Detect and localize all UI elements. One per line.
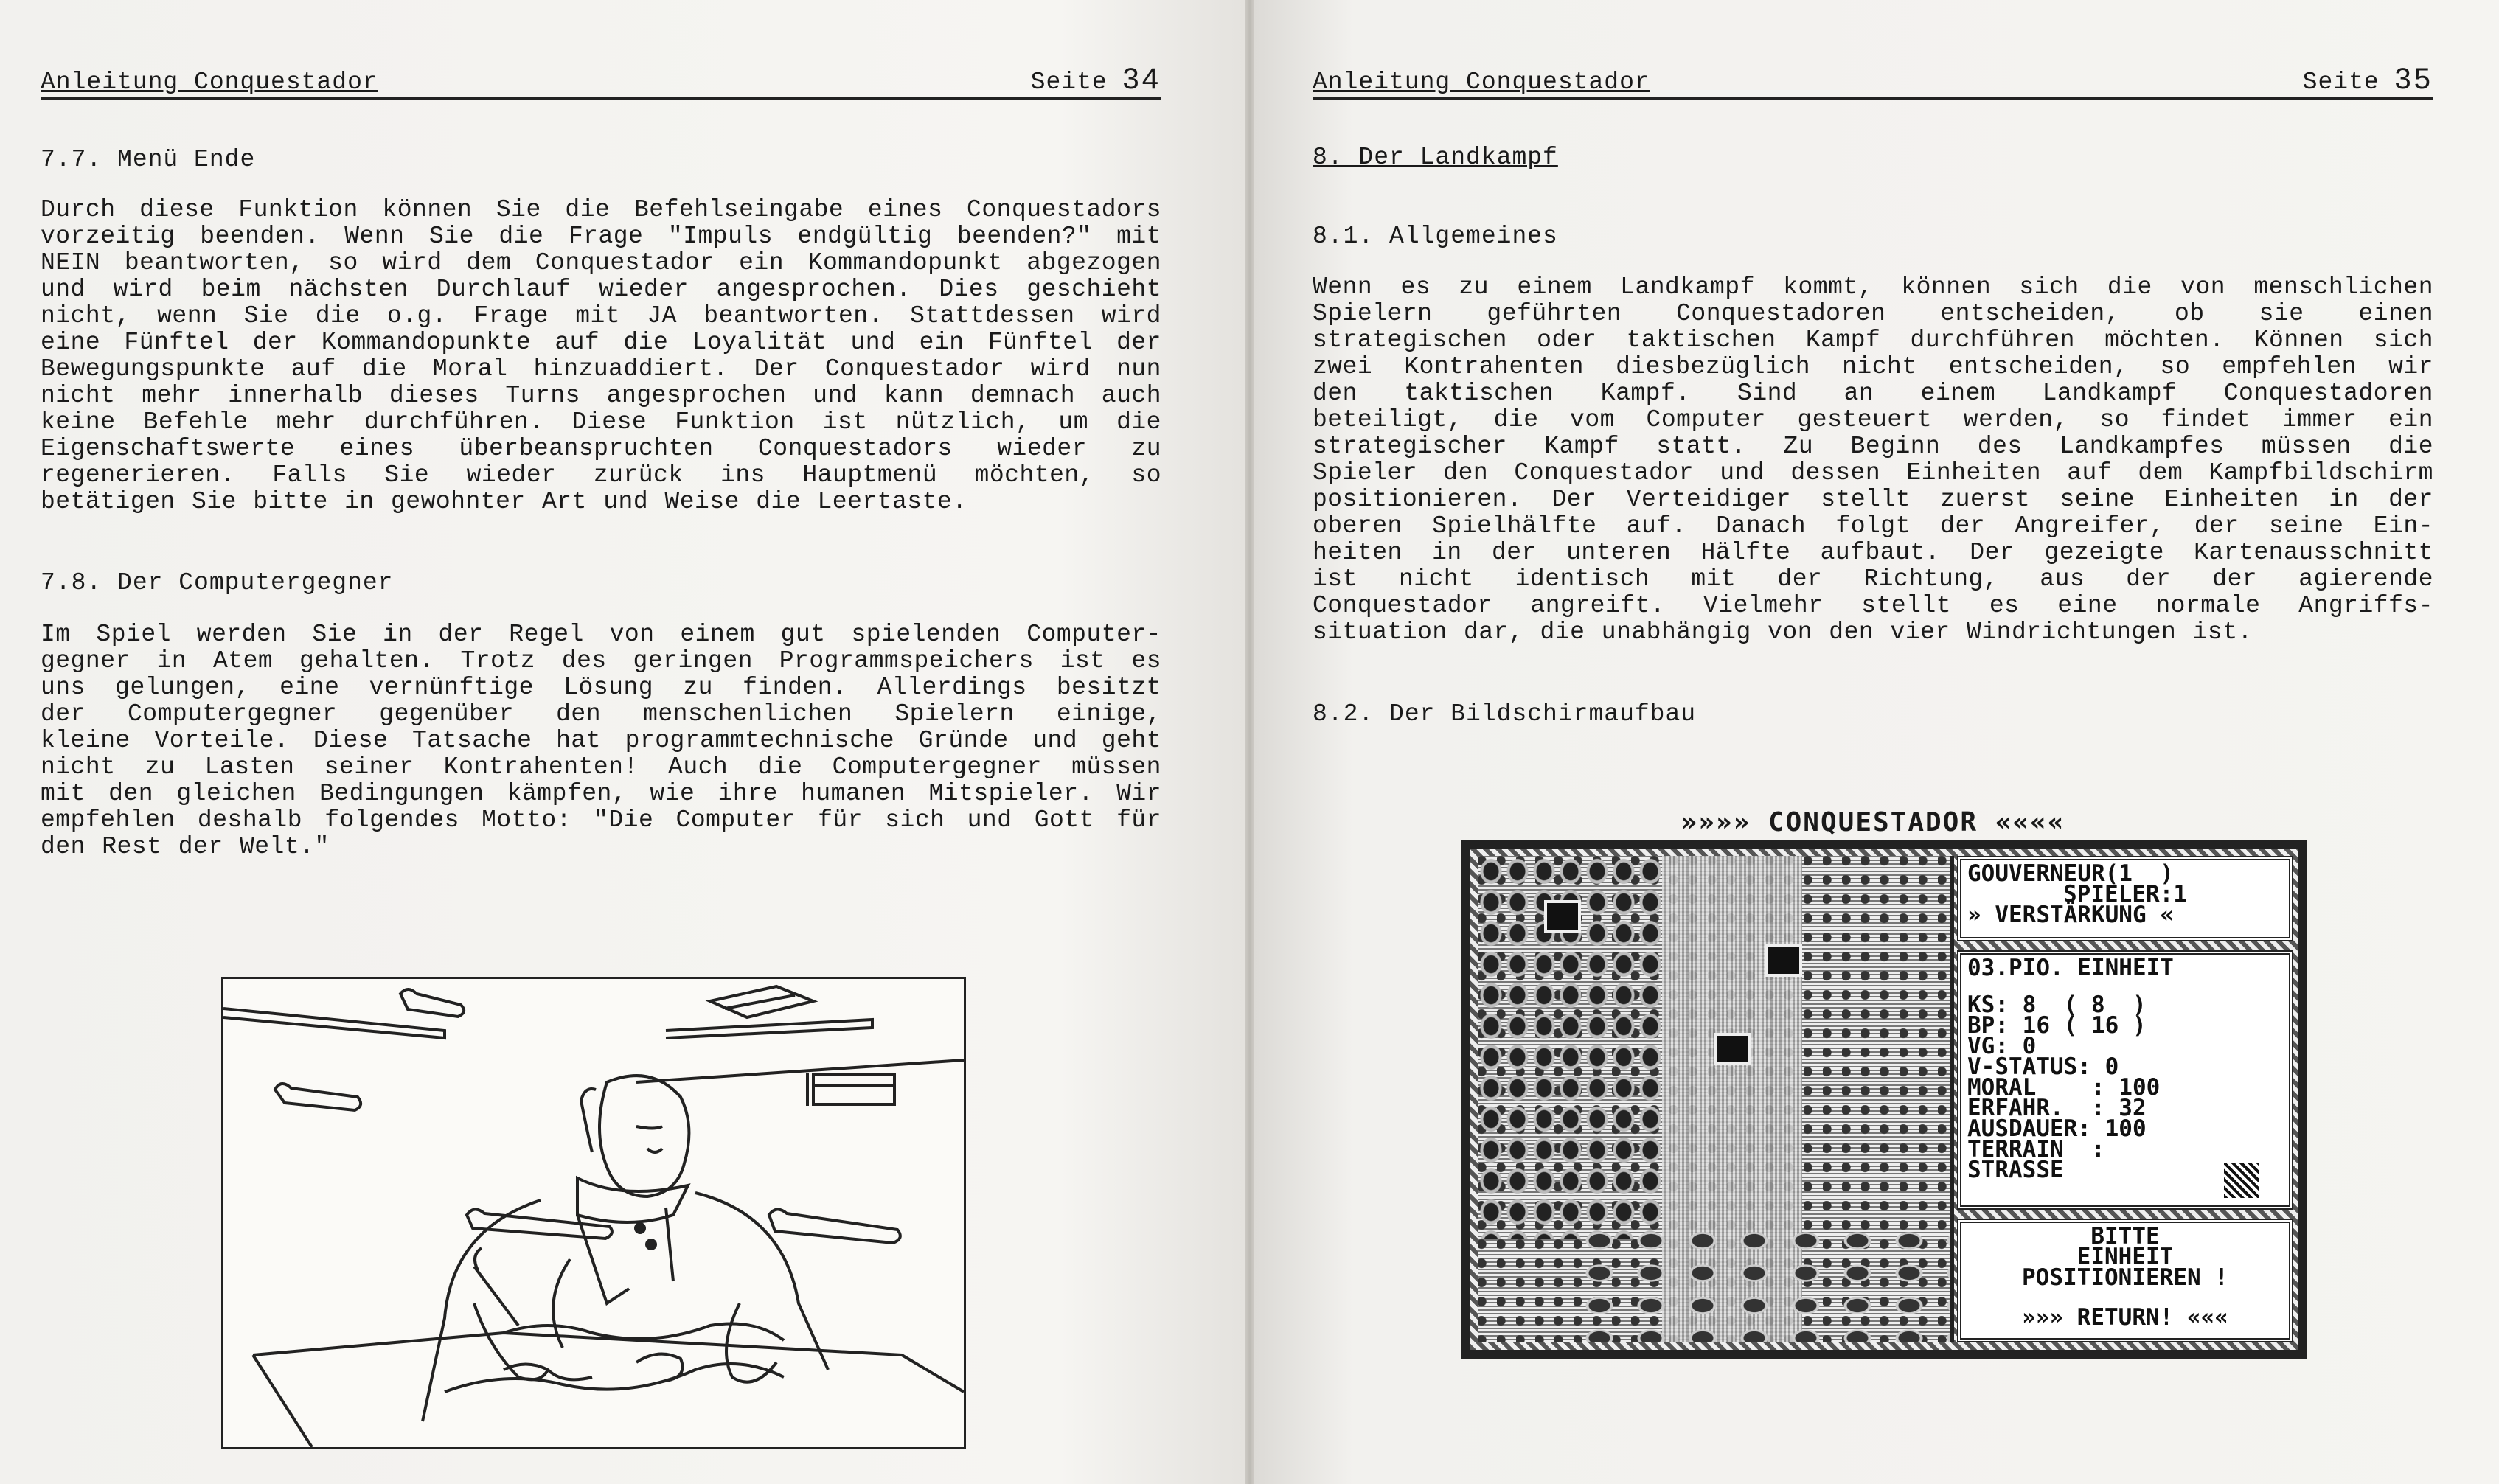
player-line: SPIELER:1: [2063, 881, 2187, 908]
text-line: Wenn es zu einem Landkampf kommt, können sich die von menschlichen: [1313, 274, 2433, 301]
text-line: und wird beim nächsten Durchlauf wieder angesprochen. Dies geschieht: [41, 276, 1161, 303]
map-hills: [1574, 1225, 1950, 1342]
page-label: Seite: [2302, 69, 2380, 96]
stat-line: ERFAHR. : 32: [1967, 1095, 2147, 1121]
unit-marker: [1544, 900, 1581, 933]
text-line: strategischer Kampf statt. Zu Beginn des Landkampfes müssen die: [1313, 433, 2433, 460]
unit-stats-panel: [1957, 950, 2293, 1210]
text-line: gegner in Atem gehalten. Trotz des geringen Programmspeichers ist es: [41, 648, 1161, 675]
text-line: Bewegungspunkte auf die Moral hinzuaddiert. Der Conquestador wird nun: [41, 356, 1161, 383]
section-8-1-heading: 8.1. Allgemeines: [1313, 223, 1558, 250]
game-frame: [1461, 840, 2307, 1359]
text-line: strategischen oder taktischen Kampf durchführen möchten. Können sich: [1313, 327, 2433, 354]
section-7-7-heading: 7.7. Menü Ende: [41, 146, 256, 173]
header-page-number: [2303, 63, 2433, 96]
stat-line: KS: 8 ( 8 ): [1967, 992, 2147, 1018]
governor-panel: [1957, 856, 2293, 941]
section-8-2-heading: 8.2. Der Bildschirmaufbau: [1313, 700, 1697, 728]
governor-line: GOUVERNEUR(1 ): [1967, 860, 2174, 887]
text-line: NEIN beantworten, so wird dem Conquestador ein Kommandopunkt abgezogen: [41, 250, 1161, 276]
text-line: Im Spiel werden Sie in der Regel von einem gut spielenden Computer-: [41, 621, 1161, 648]
prompt-panel: [1957, 1219, 2293, 1342]
header-title: Anleitung Conquestador: [1313, 69, 1650, 96]
terrain-swatch: [2224, 1163, 2259, 1198]
text-line: Spieler den Conquestador und dessen Einheiten auf dem Kampfbildschirm: [1313, 460, 2433, 487]
unit-name: 03.PIO. EINHEIT: [1967, 955, 2174, 981]
page-label: Seite: [1030, 69, 1108, 96]
text-line: nicht zu Lasten seiner Kontrahenten! Auch die Computergegner müssen: [41, 754, 1161, 781]
page-number: 35: [2394, 63, 2433, 95]
game-title: »»»» CONQUESTADOR ««««: [1681, 807, 2065, 837]
section-7-8-heading: 7.8. Der Computergegner: [41, 569, 394, 596]
text-line: positionieren. Der Verteidiger stellt zuerst seine Einheiten in der: [1313, 487, 2433, 513]
text-line: beteiligt, die vom Computer gesteuert werden, so findet immer ein: [1313, 407, 2433, 433]
conquistador-drawing: [223, 979, 964, 1447]
header-page-number: [1031, 63, 1161, 96]
text-line: regenerieren. Falls Sie wieder zurück ins Hauptmenü möchten, so: [41, 462, 1161, 489]
stat-line: BP: 16 ( 16 ): [1967, 1012, 2147, 1039]
text-line: den Rest der Welt.": [41, 834, 330, 860]
stat-line: MORAL : 100: [1967, 1074, 2161, 1101]
text-line: betätigen Sie bitte in gewohnter Art und Weise die Leertaste.: [41, 489, 967, 515]
text-line: ist nicht identisch mit der Richtung, aus der der agierende: [1313, 566, 2433, 593]
text-line: Conquestador angreift. Vielmehr stellt es eine normale Angriffs-: [1313, 593, 2433, 619]
text-line: kleine Vorteile. Diese Tatsache hat programmtechnische Gründe und geht: [41, 728, 1161, 754]
text-line: uns gelungen, eine vernünftige Lösung zu finden. Allerdings besitzt: [41, 675, 1161, 701]
section-7-8-text: [41, 621, 1161, 860]
text-line: den taktischen Kampf. Sind an einem Landkampf Conquestadoren: [1313, 380, 2433, 407]
text-line: mit den gleichen Bedingungen kämpfen, wie ihre humanen Mitspieler. Wir: [41, 781, 1161, 807]
text-line: zwei Kontrahenten diesbezüglich nicht entscheiden, so empfehlen wir: [1313, 354, 2433, 380]
header-title: Anleitung Conquestador: [41, 69, 378, 96]
text-line: empfehlen deshalb folgendes Motto: "Die Computer für sich und Gott für: [41, 807, 1161, 834]
text-line: keine Befehle mehr durchführen. Diese Funktion ist nützlich, um die: [41, 409, 1161, 436]
text-line: heiten in der unteren Hälfte aufbaut. Der gezeigte Kartenausschnitt: [1313, 540, 2433, 566]
return-prompt: »»» RETURN! «««: [2022, 1304, 2228, 1331]
stat-line: AUSDAUER: 100: [1967, 1115, 2147, 1142]
stat-line: VG: 0: [1967, 1033, 2037, 1059]
text-line: der Computergegner gegenüber den menschenlichen Spielern einige,: [41, 701, 1161, 728]
section-8-heading: 8. Der Landkampf: [1313, 144, 1558, 171]
text-line: Spielern geführten Conquestadoren entscheiden, ob sie einen: [1313, 301, 2433, 327]
text-line: vorzeitig beenden. Wenn Sie die Frage "Impuls endgültig beenden?" mit: [41, 223, 1161, 250]
left-page-header: [41, 65, 1161, 100]
stat-line: STRASSE: [1967, 1157, 2064, 1183]
text-line: Eigenschaftswerte eines überbeanspruchten Conquestadors wieder zu: [41, 436, 1161, 462]
text-line: nicht mehr innerhalb dieses Turns angesprochen und kann demnach auch: [41, 383, 1161, 409]
game-screenshot: [1460, 807, 2308, 1360]
page-number: 34: [1122, 63, 1161, 95]
battle-map: [1478, 856, 1954, 1342]
section-8-1-text: [1313, 274, 2433, 646]
prompt-line: EINHEIT: [2076, 1244, 2174, 1270]
right-page-header: [1313, 65, 2433, 100]
section-7-7-text: [41, 197, 1161, 515]
text-line: oberen Spielhälfte auf. Danach folgt der Angreifer, der seine Ein-: [1313, 513, 2433, 540]
text-line: eine Fünftel der Kommandopunkte auf die Loyalität und ein Fünftel der: [41, 330, 1161, 356]
stat-line: TERRAIN :: [1967, 1136, 2105, 1163]
conquistador-illustration: [221, 977, 966, 1449]
reinforcement-line: » VERSTÄRKUNG «: [1967, 902, 2174, 928]
prompt-line: POSITIONIEREN !: [2022, 1264, 2228, 1291]
unit-side-panel: [1957, 856, 2301, 1342]
unit-marker: [1765, 944, 1802, 977]
text-line: Durch diese Funktion können Sie die Befehlseingabe eines Conquestadors: [41, 197, 1161, 223]
stat-line: V-STATUS: 0: [1967, 1053, 2119, 1080]
text-line: situation dar, die unabhängig von den vier Windrichtungen ist.: [1313, 619, 2253, 646]
unit-marker: [1714, 1033, 1751, 1065]
prompt-line: BITTE: [2090, 1223, 2160, 1250]
text-line: nicht, wenn Sie die o.g. Frage mit JA beantworten. Stattdessen wird: [41, 303, 1161, 330]
left-page: [0, 0, 1246, 1484]
